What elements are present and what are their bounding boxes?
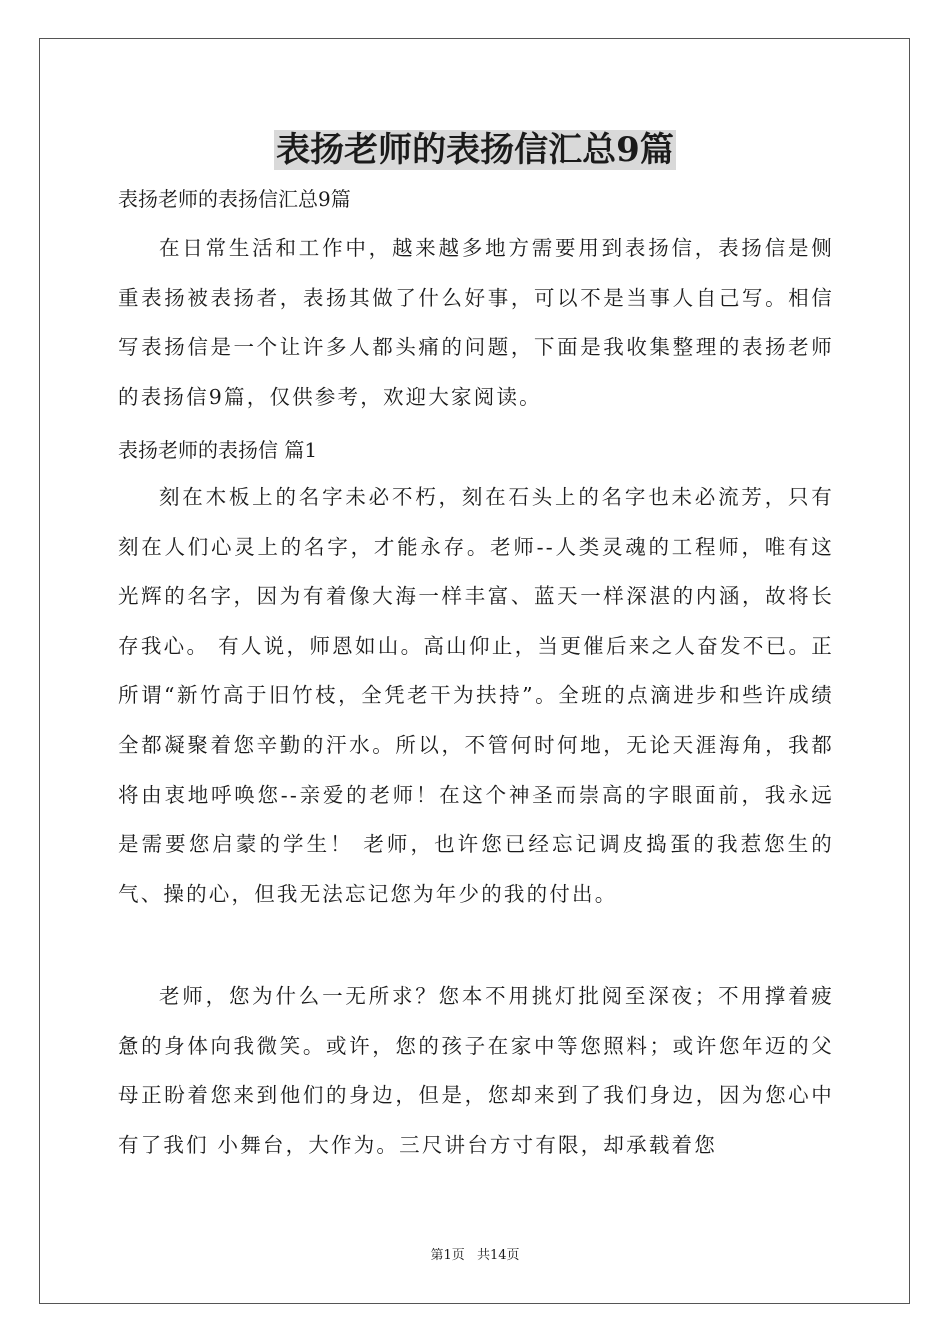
intro-paragraph: 在日常生活和工作中，越来越多地方需要用到表扬信，表扬信是侧重表扬被表扬者，表扬其做了什么好事，可以不是当事人自己写。相信写表扬信是一个让许多人都头痛的问题，下面是我收集整理的表扬老师的表扬信9篇，仅供参考，欢迎大家阅读。	[118, 236, 834, 409]
body-paragraph-1: 刻在木板上的名字未必不朽，刻在石头上的名字也未必流芳，只有刻在人们心灵上的名字，才能永存。老师--人类灵魂的工程师，唯有这光辉的名字，因为有着像大海一样丰富、蓝天一样深湛的内涵，故将长存我心。 有人说，师恩如山。高山仰止，当更催后来之人奋发不已。正所谓“新竹高于旧竹枝，全凭老干为扶持”。全班的点滴进步和些许成绩全都凝聚着您辛勤的汗水。所以，不管何时何地，无论天涯海角，我都将由衷地呼唤您--亲爱的老师！在这个神圣而崇高的字眼面前，我永远是需要您启蒙的学生！ 老师，也许您已经忘记调皮捣蛋的我惹您生的气、操的心，但我无法忘记您为年少的我的付出。	[118, 485, 834, 906]
body-paragraph-2: 老师，您为什么一无所求？您本不用挑灯批阅至深夜；不用撑着疲惫的身体向我微笑。或许，您的孩子在家中等您照料；或许您年迈的父母正盼着您来到他们的身边，但是，您却来到了我们身边，因为您心中有了我们 小舞台，大作为。三尺讲台方寸有限，却承载着您	[118, 984, 834, 1157]
document-subtitle: 表扬老师的表扬信汇总9篇	[118, 187, 351, 211]
total-pages: 共14页	[476, 1248, 520, 1263]
page-number: 第1页	[430, 1248, 465, 1263]
title-text: 表扬老师的表扬信汇总9篇	[276, 130, 674, 170]
document-title	[0, 128, 950, 172]
section-heading: 表扬老师的表扬信 篇1	[118, 438, 318, 462]
page-footer	[0, 1247, 950, 1265]
